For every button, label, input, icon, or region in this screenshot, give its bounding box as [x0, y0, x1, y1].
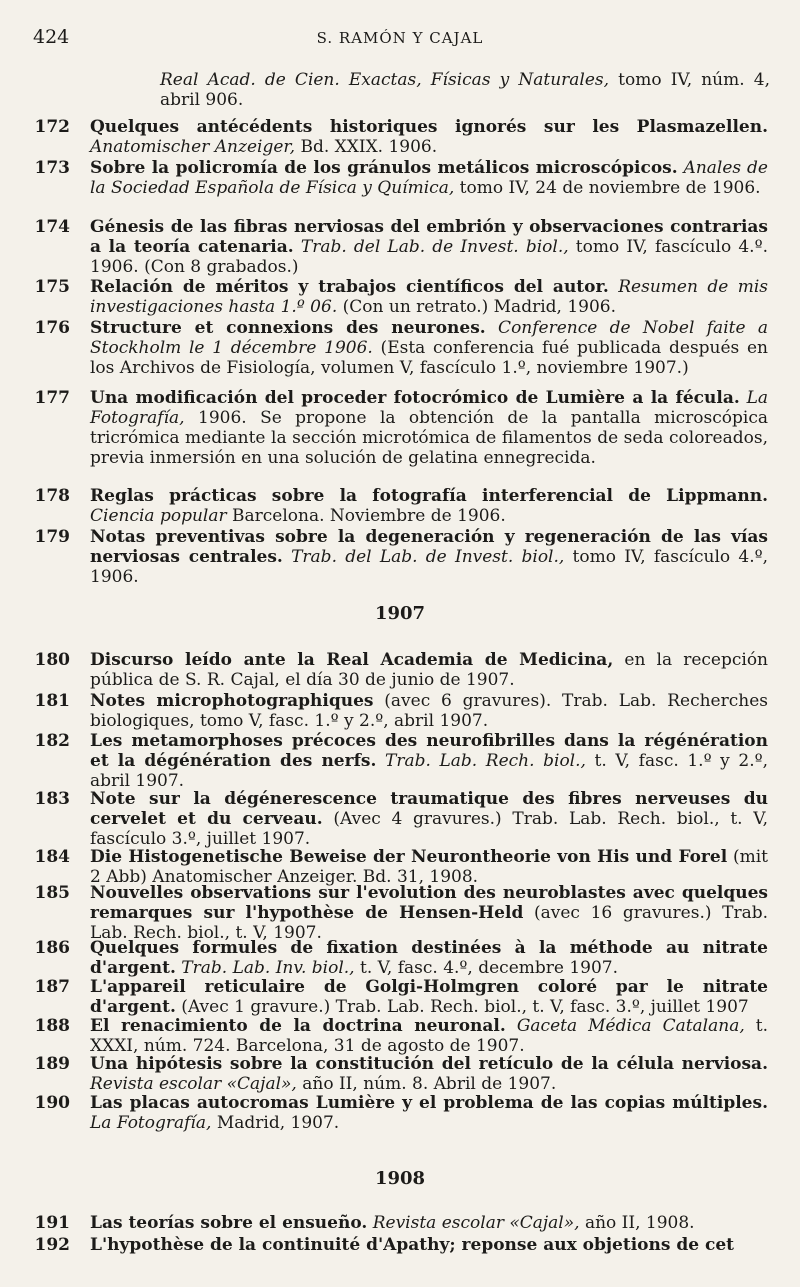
entry-title: L'appareil reticulaire de Golgi-Holmgren coloré par le nitrate d'argent.	[90, 977, 768, 1017]
entry-text	[90, 789, 768, 849]
entry-number: 190	[34, 1093, 70, 1113]
entry-title: Relación de méritos y trabajos científicos del autor.	[90, 277, 609, 297]
entry-reference: Revista escolar «Cajal»,	[90, 1074, 297, 1094]
entry-detail: tomo IV, fascículo 4.º. 1906. (Con 8 grabados.)	[90, 237, 768, 277]
entry-number: 180	[34, 650, 70, 670]
entry-title: Discurso leído ante la Real Academia de Medicina,	[90, 650, 614, 670]
entry-text	[90, 277, 768, 317]
entry-detail: Madrid, 1907.	[211, 1113, 340, 1133]
entry-detail: Barcelona. Noviembre de 1906.	[226, 506, 506, 526]
entry-detail: 1906. Se propone la obtención de la pantalla microscópica tricrómica mediante la sección microtómica de filamentos de seda coloreados, previa inmersión en una solución de gelatina ennegrecida.	[90, 408, 768, 468]
entry-title: Una hipótesis sobre la constitución del retículo de la célula nerviosa.	[90, 1054, 768, 1074]
entry-text	[90, 318, 768, 378]
entry-detail: Bd. XXIX. 1906.	[295, 137, 438, 157]
entry-number: 191	[34, 1213, 70, 1233]
entry-text	[90, 217, 768, 277]
page-header	[0, 26, 800, 52]
entry-title: El renacimiento de la doctrina neuronal.	[90, 1016, 506, 1036]
entry-title: Note sur la dégénerescence traumatique des fibres nerveuses du cervelet et du cerveau.	[90, 789, 768, 829]
entry-number: 172	[34, 117, 70, 137]
entry-text	[90, 847, 768, 887]
entry-detail: (Avec 1 gravure.) Trab. Lab. Rech. biol., t. V, fasc. 3.º, juillet 1907	[175, 997, 749, 1017]
entry-detail: t. V, fasc. 4.º, decembre 1907.	[354, 958, 619, 978]
entry-title: Quelques formules de fixation destinées à la méthode au nitrate d'argent.	[90, 938, 768, 978]
entry-text	[90, 158, 768, 198]
entry-detail: tomo IV, 24 de noviembre de 1906.	[454, 178, 761, 198]
entry-number: 187	[34, 977, 70, 997]
running-head: S. RAMÓN Y CAJAL	[316, 29, 484, 47]
entry-text	[90, 527, 768, 587]
entry-reference: Ciencia popular	[90, 506, 227, 526]
entry-number: 188	[34, 1016, 70, 1036]
entry-text	[90, 977, 768, 1017]
entry-number: 176	[34, 318, 70, 338]
entry-text	[90, 731, 768, 791]
entry-detail: año II, 1908.	[579, 1213, 695, 1233]
section-year-heading: 1907	[374, 603, 426, 624]
entry-number: 189	[34, 1054, 70, 1074]
entry-number: 179	[34, 527, 70, 547]
entry-text	[90, 486, 768, 526]
entry-reference: Revista escolar «Cajal»,	[367, 1213, 580, 1233]
entry-title: Las placas autocromas Lumière y el problema de las copias múltiples.	[90, 1093, 768, 1113]
entry-detail: t. XXXI, núm. 724. Barcelona, 31 de agosto de 1907.	[90, 1016, 768, 1056]
entry-title: Nouvelles observations sur l'evolution des neuroblastes avec quelques remarques sur l'hypothèse de Hensen-Held	[90, 883, 768, 923]
entry-text	[90, 1093, 768, 1133]
entry-reference: La Fotografía,	[90, 1113, 212, 1133]
entry-detail: (avec 16 gravures.) Trab. Lab. Rech. biol., t. V, 1907.	[90, 903, 769, 943]
entry-reference: Anales de la Sociedad Española de Física y Química,	[90, 158, 768, 198]
entry-title: Notas preventivas sobre la degeneración y regeneración de las vías nerviosas centrales.	[90, 527, 768, 567]
entry-title: Reglas prácticas sobre la fotografía interferencial de Lippmann.	[90, 486, 768, 506]
entry-title: Structure et connexions des neurones.	[90, 318, 486, 338]
entry-reference: Trab. del Lab. de Invest. biol.,	[293, 237, 569, 257]
entry-text	[90, 1016, 768, 1056]
entry-number: 174	[34, 217, 70, 237]
entry-title: Les metamorphoses précoces des neurofibrilles dans la régénération et la dégénération des nerfs.	[90, 731, 768, 771]
entry-reference: Anatomischer Anzeiger,	[90, 137, 296, 157]
entry-detail: (Con un retrato.) Madrid, 1906.	[337, 297, 616, 317]
entry-reference: Resumen de mis investigaciones hasta 1.º 06.	[90, 277, 768, 317]
entry-text	[90, 691, 768, 731]
entry-text	[90, 1054, 768, 1094]
entry-text	[160, 70, 770, 110]
entry-number: 185	[34, 883, 70, 903]
entry-number: 186	[34, 938, 70, 958]
entry-number: 183	[34, 789, 70, 809]
entry-title: Quelques antécédents historiques ignorés sur les Plasmazellen.	[90, 117, 768, 137]
entry-text	[90, 388, 768, 468]
entry-text	[90, 883, 768, 943]
entry-title: Las teorías sobre el ensueño.	[90, 1213, 368, 1233]
entry-reference: Trab. del Lab. de Invest. biol.,	[282, 547, 565, 567]
entry-text	[90, 117, 768, 157]
entry-text	[90, 1213, 768, 1233]
entry-detail: t. V, fasc. 1.º y 2.º, abril 1907.	[90, 751, 769, 791]
entry-reference: Gaceta Médica Catalana,	[505, 1016, 745, 1036]
entry-number: 192	[34, 1235, 70, 1255]
entry-detail: en la recepción pública de S. R. Cajal, el día 30 de junio de 1907.	[90, 650, 769, 690]
entry-detail: tomo IV, núm. 4, abril 906.	[160, 70, 770, 110]
entry-reference: Conference de Nobel faite a Stockholm le 1 décembre 1906.	[90, 318, 768, 358]
entry-title: Génesis de las fibras nerviosas del embrión y observaciones contrarias a la teoría catenaria.	[90, 217, 768, 257]
entry-number: 182	[34, 731, 70, 751]
entry-detail: tomo IV, fascículo 4.º, 1906.	[90, 547, 768, 587]
entry-number: 184	[34, 847, 70, 867]
entry-title: L'hypothèse de la continuité d'Apathy; reponse aux objetions de cet	[90, 1235, 734, 1255]
entry-text	[90, 938, 768, 978]
entry-detail: (Esta conferencia fué publicada después en los Archivos de Fisiología, volumen V, fascículo 1.º, noviembre 1907.)	[90, 338, 769, 378]
page-number: 424	[33, 26, 70, 48]
entry-title: Die Histogenetische Beweise der Neurontheorie von His und Forel	[90, 847, 728, 867]
entry-title: Una modificación del proceder fotocrómico de Lumière a la fécula.	[90, 388, 740, 408]
entry-detail: (Avec 4 gravures.) Trab. Lab. Rech. biol., t. V, fascículo 3.º, juillet 1907.	[90, 809, 768, 849]
entry-reference: Real Acad. de Cien. Exactas, Físicas y Naturales,	[160, 70, 610, 90]
entry-detail: año II, núm. 8. Abril de 1907.	[296, 1074, 557, 1094]
entry-reference: Trab. Lab. Rech. biol.,	[376, 751, 586, 771]
entry-title: Sobre la policromía de los gránulos metálicos microscópicos.	[90, 158, 678, 178]
entry-number: 177	[34, 388, 70, 408]
entry-detail: (mit 2 Abb) Anatomischer Anzeiger. Bd. 31, 1908.	[90, 847, 768, 887]
entry-detail: (avec 6 gravures). Trab. Lab. Recherches biologiques, tomo V, fasc. 1.º y 2.º, abril 1907.	[90, 691, 768, 731]
entry-title: Notes microphotographiques	[90, 691, 374, 711]
entry-number: 181	[34, 691, 70, 711]
entry-reference: La Fotografía,	[90, 388, 769, 428]
entry-text	[90, 1235, 768, 1255]
entry-number: 175	[34, 277, 70, 297]
entry-text	[90, 650, 768, 690]
entry-reference: Trab. Lab. Inv. biol.,	[175, 958, 355, 978]
entry-number: 173	[34, 158, 70, 178]
entry-number: 178	[34, 486, 70, 506]
section-year-heading: 1908	[374, 1168, 426, 1189]
